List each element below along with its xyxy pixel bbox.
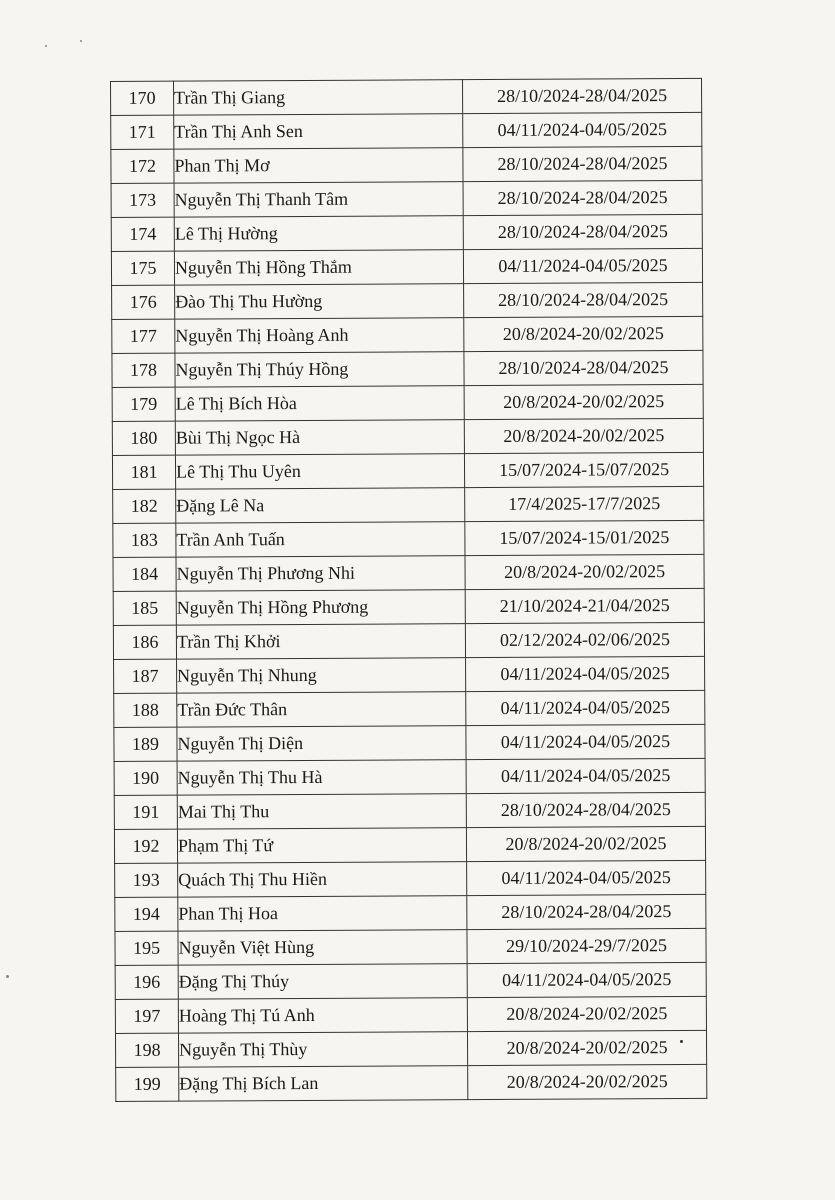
employee-name: Trần Đức Thân [177, 692, 466, 728]
table-row [113, 486, 704, 523]
employee-name: Nguyễn Thị Thùy [178, 1032, 467, 1068]
employee-name: Hoàng Thị Tú Anh [178, 998, 467, 1034]
employee-name: Nguyễn Thị Phương Nhi [176, 556, 465, 592]
employee-name: Nguyễn Việt Hùng [178, 930, 467, 966]
employee-name: Lê Thị Bích Hòa [175, 386, 464, 422]
row-number: 183 [113, 523, 176, 557]
table-row [113, 588, 704, 625]
row-number: 175 [111, 251, 174, 285]
table-row [115, 860, 706, 897]
contract-period: 28/10/2024-28/04/2025 [463, 180, 702, 215]
employee-name: Bùi Thị Ngọc Hà [175, 420, 464, 456]
row-number: 171 [111, 115, 174, 149]
contract-period: 29/10/2024-29/7/2025 [467, 928, 706, 963]
table-row [112, 384, 703, 421]
contract-period: 28/10/2024-28/04/2025 [464, 282, 703, 317]
table-row [111, 112, 702, 149]
contract-period: 28/10/2024-28/04/2025 [463, 214, 702, 249]
contract-period: 15/07/2024-15/07/2025 [464, 452, 703, 487]
table-row [113, 554, 704, 591]
contract-period: 20/8/2024-20/02/2025 [466, 826, 705, 861]
row-number: 191 [114, 795, 177, 829]
row-number: 192 [114, 829, 177, 863]
employee-name: Đặng Lê Na [176, 488, 465, 524]
employee-name: Đặng Thị Thúy [178, 964, 467, 1000]
row-number: 170 [111, 81, 174, 115]
row-number: 184 [113, 557, 176, 591]
contract-period: 28/10/2024-28/04/2025 [467, 894, 706, 929]
row-number: 173 [111, 183, 174, 217]
employee-name: Lê Thị Hường [174, 216, 463, 252]
table-row [111, 180, 702, 217]
contract-period: 20/8/2024-20/02/2025 [464, 418, 703, 453]
scan-speck [45, 45, 47, 47]
table-row [114, 826, 705, 863]
table-row [111, 146, 702, 183]
row-number: 196 [115, 965, 178, 999]
table-row [111, 78, 702, 115]
employee-name: Phạm Thị Tứ [177, 828, 466, 864]
row-number: 186 [113, 625, 176, 659]
table-row [115, 894, 706, 931]
row-number: 181 [112, 455, 175, 489]
table-row [112, 418, 703, 455]
employee-name: Quách Thị Thu Hiền [178, 862, 467, 898]
contract-period: 04/11/2024-04/05/2025 [467, 962, 706, 997]
employee-name: Nguyễn Thị Diện [177, 726, 466, 762]
table-row [112, 316, 703, 353]
table-row [114, 724, 705, 761]
row-number: 194 [115, 897, 178, 931]
employee-name: Đặng Thị Bích Lan [179, 1066, 468, 1102]
employee-name: Nguyễn Thị Hồng Thắm [174, 250, 463, 286]
contract-period: 04/11/2024-04/05/2025 [466, 724, 705, 759]
contract-period: 04/11/2024-04/05/2025 [466, 656, 705, 691]
employee-name: Trần Thị Giang [174, 80, 463, 116]
contract-period: 28/10/2024-28/04/2025 [466, 792, 705, 827]
row-number: 178 [112, 353, 175, 387]
row-number: 187 [114, 659, 177, 693]
table-row [111, 214, 702, 251]
contract-period: 04/11/2024-04/05/2025 [463, 112, 702, 147]
table-row [112, 350, 703, 387]
contract-period: 28/10/2024-28/04/2025 [462, 78, 701, 113]
table-row [114, 792, 705, 829]
employee-name: Trần Thị Anh Sen [174, 114, 463, 150]
row-number: 179 [112, 387, 175, 421]
row-number: 182 [113, 489, 176, 523]
row-number: 185 [113, 591, 176, 625]
scan-speck [80, 40, 82, 42]
contract-period: 20/8/2024-20/02/2025 [468, 1064, 707, 1099]
row-number: 189 [114, 727, 177, 761]
contract-period: 20/8/2024-20/02/2025 [464, 384, 703, 419]
contract-period: 15/07/2024-15/01/2025 [465, 520, 704, 555]
contract-period: 04/11/2024-04/05/2025 [467, 860, 706, 895]
row-number: 198 [115, 1033, 178, 1067]
employee-name: Phan Thị Hoa [178, 896, 467, 932]
contract-period: 04/11/2024-04/05/2025 [466, 690, 705, 725]
contract-period: 28/10/2024-28/04/2025 [464, 350, 703, 385]
employee-name: Nguyễn Thị Nhung [177, 658, 466, 694]
employee-name: Phan Thị Mơ [174, 148, 463, 184]
personnel-table [110, 78, 707, 1102]
margin-stamp-mark [823, 555, 829, 685]
table-row [115, 1030, 706, 1067]
table-row [113, 622, 704, 659]
table-row [112, 452, 703, 489]
contract-period: 20/8/2024-20/02/2025 [467, 1030, 706, 1065]
table-row [114, 656, 705, 693]
table-row [115, 962, 706, 999]
row-number: 190 [114, 761, 177, 795]
contract-period: 02/12/2024-02/06/2025 [465, 622, 704, 657]
employee-name: Lê Thị Thu Uyên [175, 454, 464, 490]
table-row [116, 1064, 707, 1101]
row-number: 177 [112, 319, 175, 353]
employee-name: Nguyễn Thị Hoàng Anh [175, 318, 464, 354]
employee-name: Nguyễn Thị Hồng Phương [176, 590, 465, 626]
row-number: 193 [115, 863, 178, 897]
table-row [112, 282, 703, 319]
employee-name: Nguyễn Thị Thúy Hồng [175, 352, 464, 388]
row-number: 199 [116, 1067, 179, 1101]
contract-period: 21/10/2024-21/04/2025 [465, 588, 704, 623]
contract-period: 17/4/2025-17/7/2025 [465, 486, 704, 521]
row-number: 195 [115, 931, 178, 965]
contract-period: 20/8/2024-20/02/2025 [464, 316, 703, 351]
employee-name: Nguyễn Thị Thanh Tâm [174, 182, 463, 218]
employee-name: Đào Thị Thu Hường [175, 284, 464, 320]
table-row [114, 690, 705, 727]
contract-period: 20/8/2024-20/02/2025 [465, 554, 704, 589]
row-number: 174 [111, 217, 174, 251]
row-number: 188 [114, 693, 177, 727]
row-number: 176 [112, 285, 175, 319]
table-row [113, 520, 704, 557]
contract-period: 04/11/2024-04/05/2025 [463, 248, 702, 283]
row-number: 172 [111, 149, 174, 183]
employee-name: Nguyễn Thị Thu Hà [177, 760, 466, 796]
employee-name: Trần Anh Tuấn [176, 522, 465, 558]
row-number: 197 [115, 999, 178, 1033]
table-row [114, 758, 705, 795]
scan-speck [6, 975, 9, 978]
employee-name: Mai Thị Thu [177, 794, 466, 830]
contract-period: 04/11/2024-04/05/2025 [466, 758, 705, 793]
employee-name: Trần Thị Khởi [176, 624, 465, 660]
contract-period: 20/8/2024-20/02/2025 [467, 996, 706, 1031]
table-row [115, 928, 706, 965]
table-row [111, 248, 702, 285]
table-row [115, 996, 706, 1033]
row-number: 180 [112, 421, 175, 455]
contract-period: 28/10/2024-28/04/2025 [463, 146, 702, 181]
